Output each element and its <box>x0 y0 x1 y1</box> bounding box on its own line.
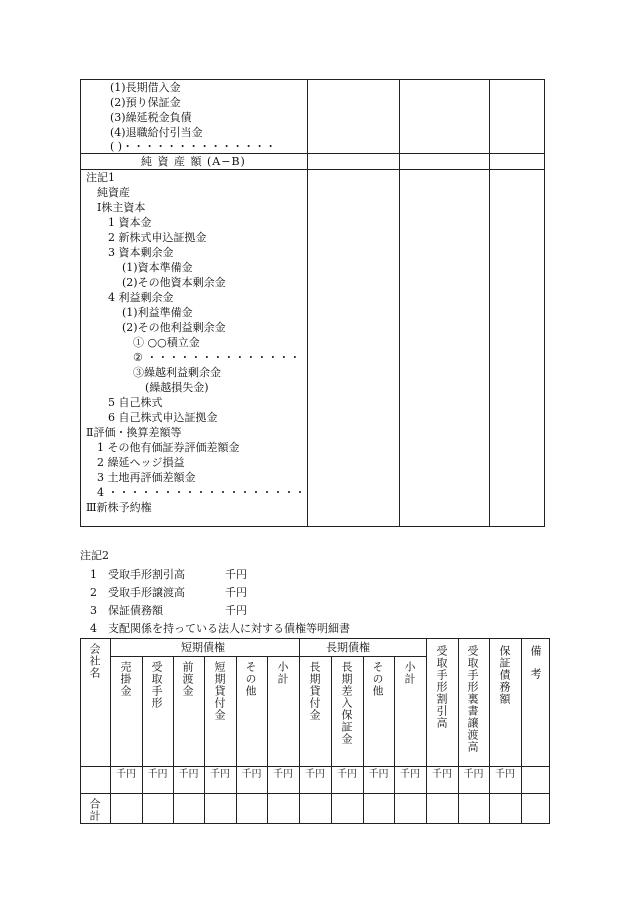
unit-label: 千円 <box>178 769 199 780</box>
long-term-group-header: 長期債権 <box>326 641 370 654</box>
unit-label: 千円 <box>116 769 136 780</box>
col-header: 備考 <box>529 645 542 691</box>
row-divider <box>81 766 549 767</box>
unit-label: 千円 <box>400 769 420 780</box>
unit-label: 千円 <box>495 769 515 780</box>
note2-item-label: 保証債務額 <box>108 604 163 617</box>
note1-item: Ⅱ評価・換算差額等 <box>86 426 182 439</box>
col-divider <box>363 656 364 823</box>
balance-sheet-table <box>80 79 545 527</box>
note1-item: 3 土地再評価差額金 <box>97 471 196 484</box>
col-header: 受取手形 <box>150 661 163 709</box>
note1-item: ② ・・・・・・・・・・・・・・ <box>133 351 301 364</box>
note1-item: (1)利益準備金 <box>122 306 193 319</box>
note1-title: 注記1 <box>86 171 115 184</box>
col-divider <box>489 639 490 823</box>
note2-item-label: 受取手形譲渡高 <box>108 586 185 599</box>
unit-label: 千円 <box>432 769 452 780</box>
company-name-header: 会社名 <box>88 643 101 679</box>
note1-item: Ⅲ新株予約権 <box>86 501 152 514</box>
row-divider <box>110 656 426 657</box>
col-header: 売掛金 <box>119 661 132 697</box>
note2-title: 注記2 <box>80 549 109 562</box>
note2-item-num: 1 <box>90 568 97 581</box>
note1-item: 5 自己株式 <box>108 396 163 409</box>
note1-item: 4 ・・・・・・・・・・・・・・・・・・ <box>97 486 306 499</box>
note1-item: 純資産 <box>97 186 130 199</box>
row-divider <box>81 793 549 794</box>
col-header: その他 <box>244 661 257 697</box>
col-divider <box>521 639 522 823</box>
note1-item: Ⅰ株主資本 <box>97 201 146 214</box>
col-divider <box>426 639 427 823</box>
col-header: 受取手形割引高 <box>435 645 448 729</box>
unit-label: 千円 <box>273 769 293 780</box>
unit-label: 千円 <box>210 769 230 780</box>
unit-label: 千円 <box>305 769 325 780</box>
note1-item: (2)その他資本剰余金 <box>122 276 226 289</box>
col-divider <box>399 80 400 526</box>
col-header: 長期貸付金 <box>308 661 321 721</box>
note1-item: (1)資本準備金 <box>122 261 193 274</box>
col-header: 前渡金 <box>181 661 194 697</box>
col-divider <box>236 656 237 823</box>
note2-item-unit: 千円 <box>225 568 247 581</box>
col-divider <box>394 656 395 823</box>
note1-item: ③繰越利益剰余金 <box>133 366 221 379</box>
note2-item-num: 3 <box>90 604 97 617</box>
col-divider <box>458 639 459 823</box>
note1-item: (繰越損失金) <box>145 381 209 394</box>
note1-item: 6 自己株式申込証拠金 <box>108 411 218 424</box>
col-divider <box>204 656 205 823</box>
col-divider <box>267 656 268 823</box>
col-divider <box>299 639 300 823</box>
note1-item: 1 その他有価証券評価差額金 <box>97 441 240 454</box>
liability-item: (3)繰延税金負債 <box>110 111 192 124</box>
short-term-group-header: 短期債権 <box>181 641 225 654</box>
total-label: 合計 <box>88 798 101 822</box>
note2-item-num: 4 <box>90 622 97 635</box>
note2-item-unit: 千円 <box>225 586 247 599</box>
col-header: 小計 <box>403 661 416 685</box>
unit-label: 千円 <box>241 769 262 780</box>
col-divider <box>489 80 490 526</box>
col-header: その他 <box>371 661 384 697</box>
note2-item-label: 支配関係を持っている法人に対する債権等明細書 <box>108 622 350 635</box>
col-divider <box>307 80 308 526</box>
col-divider <box>142 656 143 823</box>
note1-item: 4 利益剰余金 <box>108 291 174 304</box>
col-header: 小計 <box>276 661 289 685</box>
note2-item-unit: 千円 <box>225 604 247 617</box>
col-divider <box>173 656 174 823</box>
note1-item: 2 新株式申込証拠金 <box>108 231 207 244</box>
col-header: 保証債務額 <box>498 645 511 705</box>
note2-item-label: 受取手形割引高 <box>108 568 185 581</box>
liability-item: (4)退職給付引当金 <box>110 126 203 139</box>
note1-item: 3 資本剰余金 <box>108 246 174 259</box>
col-header: 受取手形裏書譲渡高 <box>466 645 479 753</box>
unit-label: 千円 <box>463 769 484 780</box>
liability-item: (2)預り保証金 <box>110 96 181 109</box>
note1-item: ① ○○積立金 <box>133 336 200 349</box>
note2-item-num: 2 <box>90 586 97 599</box>
col-header: 短期貸付金 <box>213 661 226 721</box>
unit-label: 千円 <box>147 769 168 780</box>
net-assets-row: 純 資 産 額 (A−B) <box>141 155 246 168</box>
row-divider <box>81 169 544 170</box>
liability-item: (1)長期借入金 <box>110 81 181 94</box>
note1-item: (2)その他利益剰余金 <box>122 321 226 334</box>
unit-label: 千円 <box>337 769 357 780</box>
col-header: 長期差入保証金 <box>340 661 353 745</box>
receivables-detail-table <box>80 638 550 824</box>
unit-label: 千円 <box>368 769 389 780</box>
note1-item: 2 繰延ヘッジ損益 <box>97 456 185 469</box>
col-divider <box>331 656 332 823</box>
note1-item: 1 資本金 <box>108 216 152 229</box>
liability-item: ( )・・・・・・・・・・・・・・ <box>110 140 277 153</box>
col-divider <box>110 639 111 823</box>
